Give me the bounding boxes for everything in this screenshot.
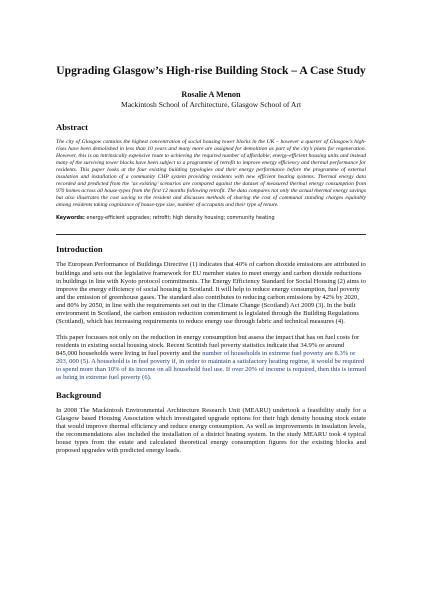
keywords-list: energy-efficient upgrades; retrofit; high density housing; community heating [84,215,275,222]
introduction-paragraph-1: The European Performance of Buildings Directive (1) indicates that 40% of carbon dioxide emissions are attributed to buildings and sets out the legislative framework for EU member states to meet energy and carbon dioxide reductions in buildings in line with Kyoto protocol commitments. The Energy Efficiency Standard for Social Housing (2) aims to improve the energy efficiency of social housing in Scotland. It will help to reduce energy consumption, fuel poverty and the emission of greenhouse gases. The standard also contributes to reducing carbon emissions by 42% by 2020, and 80% by 2050, in line with the requirements set out in the Climate Change (Scotland) Act 2009 (3). In the built environment in Scotland, the carbon emission reduction commitment is legislated through the Building Regulations (Scotland), which has increasing requirements to reduce energy use through fabric and technical measures (4). [56,261,366,325]
author-affiliation: Mackintosh School of Architecture, Glasgow School of Art [120,100,302,109]
background-heading: Background [56,390,102,401]
keywords-label: Keywords: [56,215,85,222]
keywords-line [56,215,366,224]
abstract-text: The city of Glasgow contains the highest concentration of social housing tower blocks in the UK – however a quarter of Glasgow’s high-rises have been demolished in less than 10 years and many more are assigned for demolition as part of the city’s plans for regeneration. However, this is an intrinsically expensive route to achieving the required number of affordable, energy-efficient housing units and instead many of the surviving tower blocks have been subject to a programme of retrofit to improve energy efficiency and thermal performance for residents. This paper looks at the four existing building typologies and their energy performance before the programme of external insulation and installation of a community CHP system providing residents with new efficient heating systems. Thermal energy data recorded and predicted from the ‘as existing’ scenarios are compared against the dataset of measured thermal energy consumption from 970 homes across all house-types from the first 12 months following retrofit. The data compares not only the actual thermal energy savings but also illustrates the cost saving to the resident and discusses methods of sharing the cost of communal standing charges equitably among residents taking cognizance of house-type size, number of occupants and their type of tenure. [56,139,366,209]
background-paragraph-1: In 2008 The Mackintosh Environmental Architecture Research Unit (MEARU) undertook a feasibility study for a Glasgow based Housing Association which investigated upgrade options for their high density housing stock estate that would improve thermal efficiency and reduce energy consumption. As well as improvements in insulation levels, the recommendations also included the installation of a district heating system. In the study MEARU took 4 typical house types from the estate and calculated theoretical energy consumption figures for the existing blocks and proposed upgrades with predicted energy loads. [56,407,366,455]
introduction-paragraph-2 [56,334,366,382]
introduction-paragraph-2-text: This paper focusses not only on the reduction in energy consumption but assess the impact that has on fuel costs for residents in existing social housing stock. Recent Scottish fuel poverty statistics indicate that 34.9% or around 845,000 households were living in fuel poverty and the [56,333,360,357]
introduction-paragraph-2-highlight: number of households in extreme fuel poverty are 8.3% or 203, 000 (5). A household is in fuel poverty if, in order to maintain a satisfactory heating regime, it would be required to spend more than 10% of its income on all household fuel use. If over 20% of income is required, then this is termed as being in extreme fuel poverty (6). [56,349,366,382]
author-name: Rosalie A Menon [181,90,241,99]
paper-title: Upgrading Glasgow’s High-rise Building Stock – A Case Study [56,64,366,77]
introduction-heading: Introduction [56,244,103,255]
section-divider [56,234,366,235]
abstract-heading: Abstract [56,122,88,132]
